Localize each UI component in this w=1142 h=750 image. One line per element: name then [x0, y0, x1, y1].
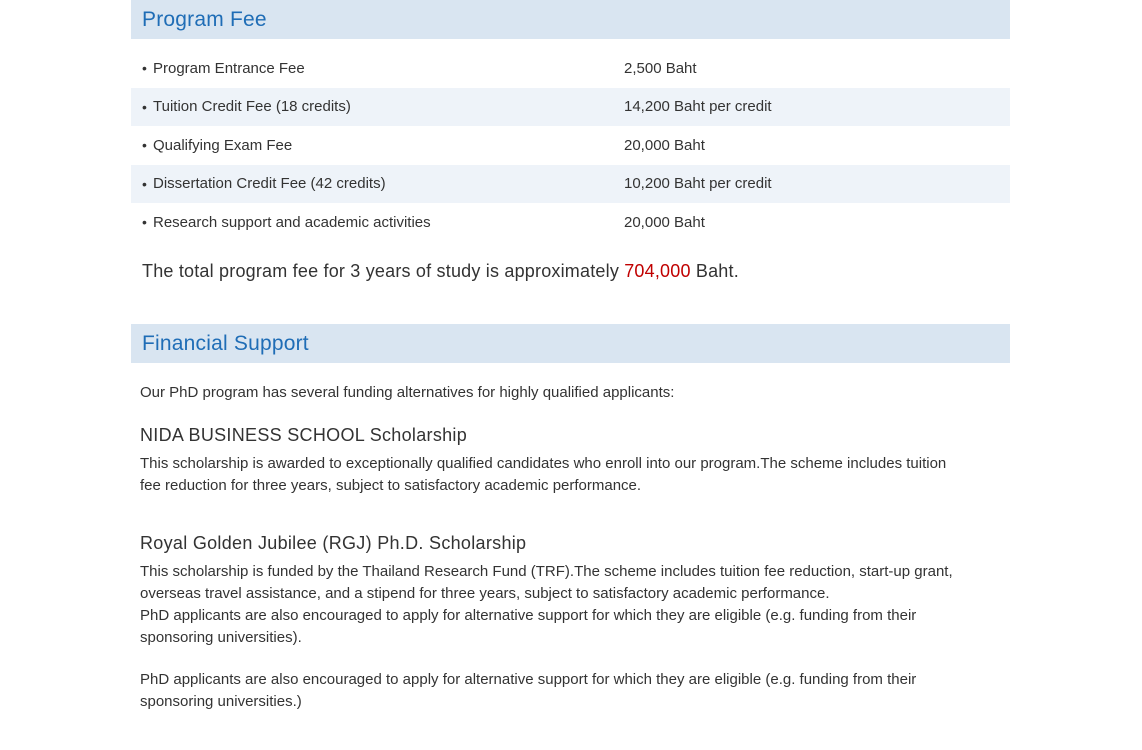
financial-support-title: Financial Support — [142, 331, 309, 355]
total-amount: 704,000 — [624, 261, 691, 281]
fee-value: 20,000 Baht — [624, 213, 705, 231]
fee-label: Qualifying Exam Fee — [153, 136, 293, 154]
total-fee-statement — [142, 261, 739, 282]
nida-scholarship-description — [140, 453, 1012, 497]
rgj-scholarship-description — [140, 561, 1012, 649]
text-line: fee reduction for three years, subject to satisfactory academic performance. — [140, 477, 642, 494]
alternative-support-note — [140, 669, 1012, 713]
fee-label: Research support and academic activities — [153, 213, 431, 231]
table-row — [131, 88, 1010, 127]
bullet-icon: • — [142, 175, 147, 192]
text-line: sponsoring universities.) — [140, 693, 302, 710]
table-row — [131, 165, 1010, 204]
bullet-icon: • — [142, 98, 147, 115]
text-line: This scholarship is awarded to exceptionally qualified candidates who enroll into our program.The scheme includes tuition — [140, 455, 947, 472]
bullet-icon: • — [142, 214, 147, 231]
fee-value: 2,500 Baht — [624, 59, 697, 77]
rgj-scholarship-title: Royal Golden Jubilee (RGJ) Ph.D. Scholarship — [140, 533, 527, 553]
bullet-icon: • — [142, 60, 147, 77]
financial-support-header — [131, 324, 1010, 363]
fee-value: 10,200 Baht per credit — [624, 175, 772, 193]
fee-table — [131, 49, 1010, 242]
text-line: PhD applicants are also encouraged to apply for alternative support for which they are eligible (e.g. funding from their — [140, 607, 917, 624]
total-suffix: Baht. — [695, 261, 739, 281]
table-row — [131, 203, 1010, 242]
nida-scholarship-title: NIDA BUSINESS SCHOOL Scholarship — [140, 425, 468, 445]
bullet-icon: • — [142, 137, 147, 154]
text-line: overseas travel assistance, and a stipend for three years, subject to satisfactory academic performance. — [140, 585, 830, 602]
program-fee-title: Program Fee — [142, 7, 267, 31]
text-line: This scholarship is funded by the Thailand Research Fund (TRF).The scheme includes tuition fee reduction, start-up grant, — [140, 563, 953, 580]
fee-label: Dissertation Credit Fee (42 credits) — [153, 175, 386, 193]
total-prefix: The total program fee for 3 years of study is approximately — [142, 261, 620, 281]
fee-label: Program Entrance Fee — [153, 59, 305, 77]
fee-value: 20,000 Baht — [624, 136, 705, 154]
funding-intro: Our PhD program has several funding alternatives for highly qualified applicants: — [140, 384, 675, 401]
text-line: sponsoring universities). — [140, 629, 302, 646]
table-row — [131, 126, 1010, 165]
text-line: PhD applicants are also encouraged to apply for alternative support for which they are eligible (e.g. funding from their — [140, 671, 917, 688]
fee-value: 14,200 Baht per credit — [624, 98, 772, 116]
table-row — [131, 49, 1010, 88]
program-fee-header — [131, 0, 1010, 39]
fee-label: Tuition Credit Fee (18 credits) — [153, 98, 351, 116]
